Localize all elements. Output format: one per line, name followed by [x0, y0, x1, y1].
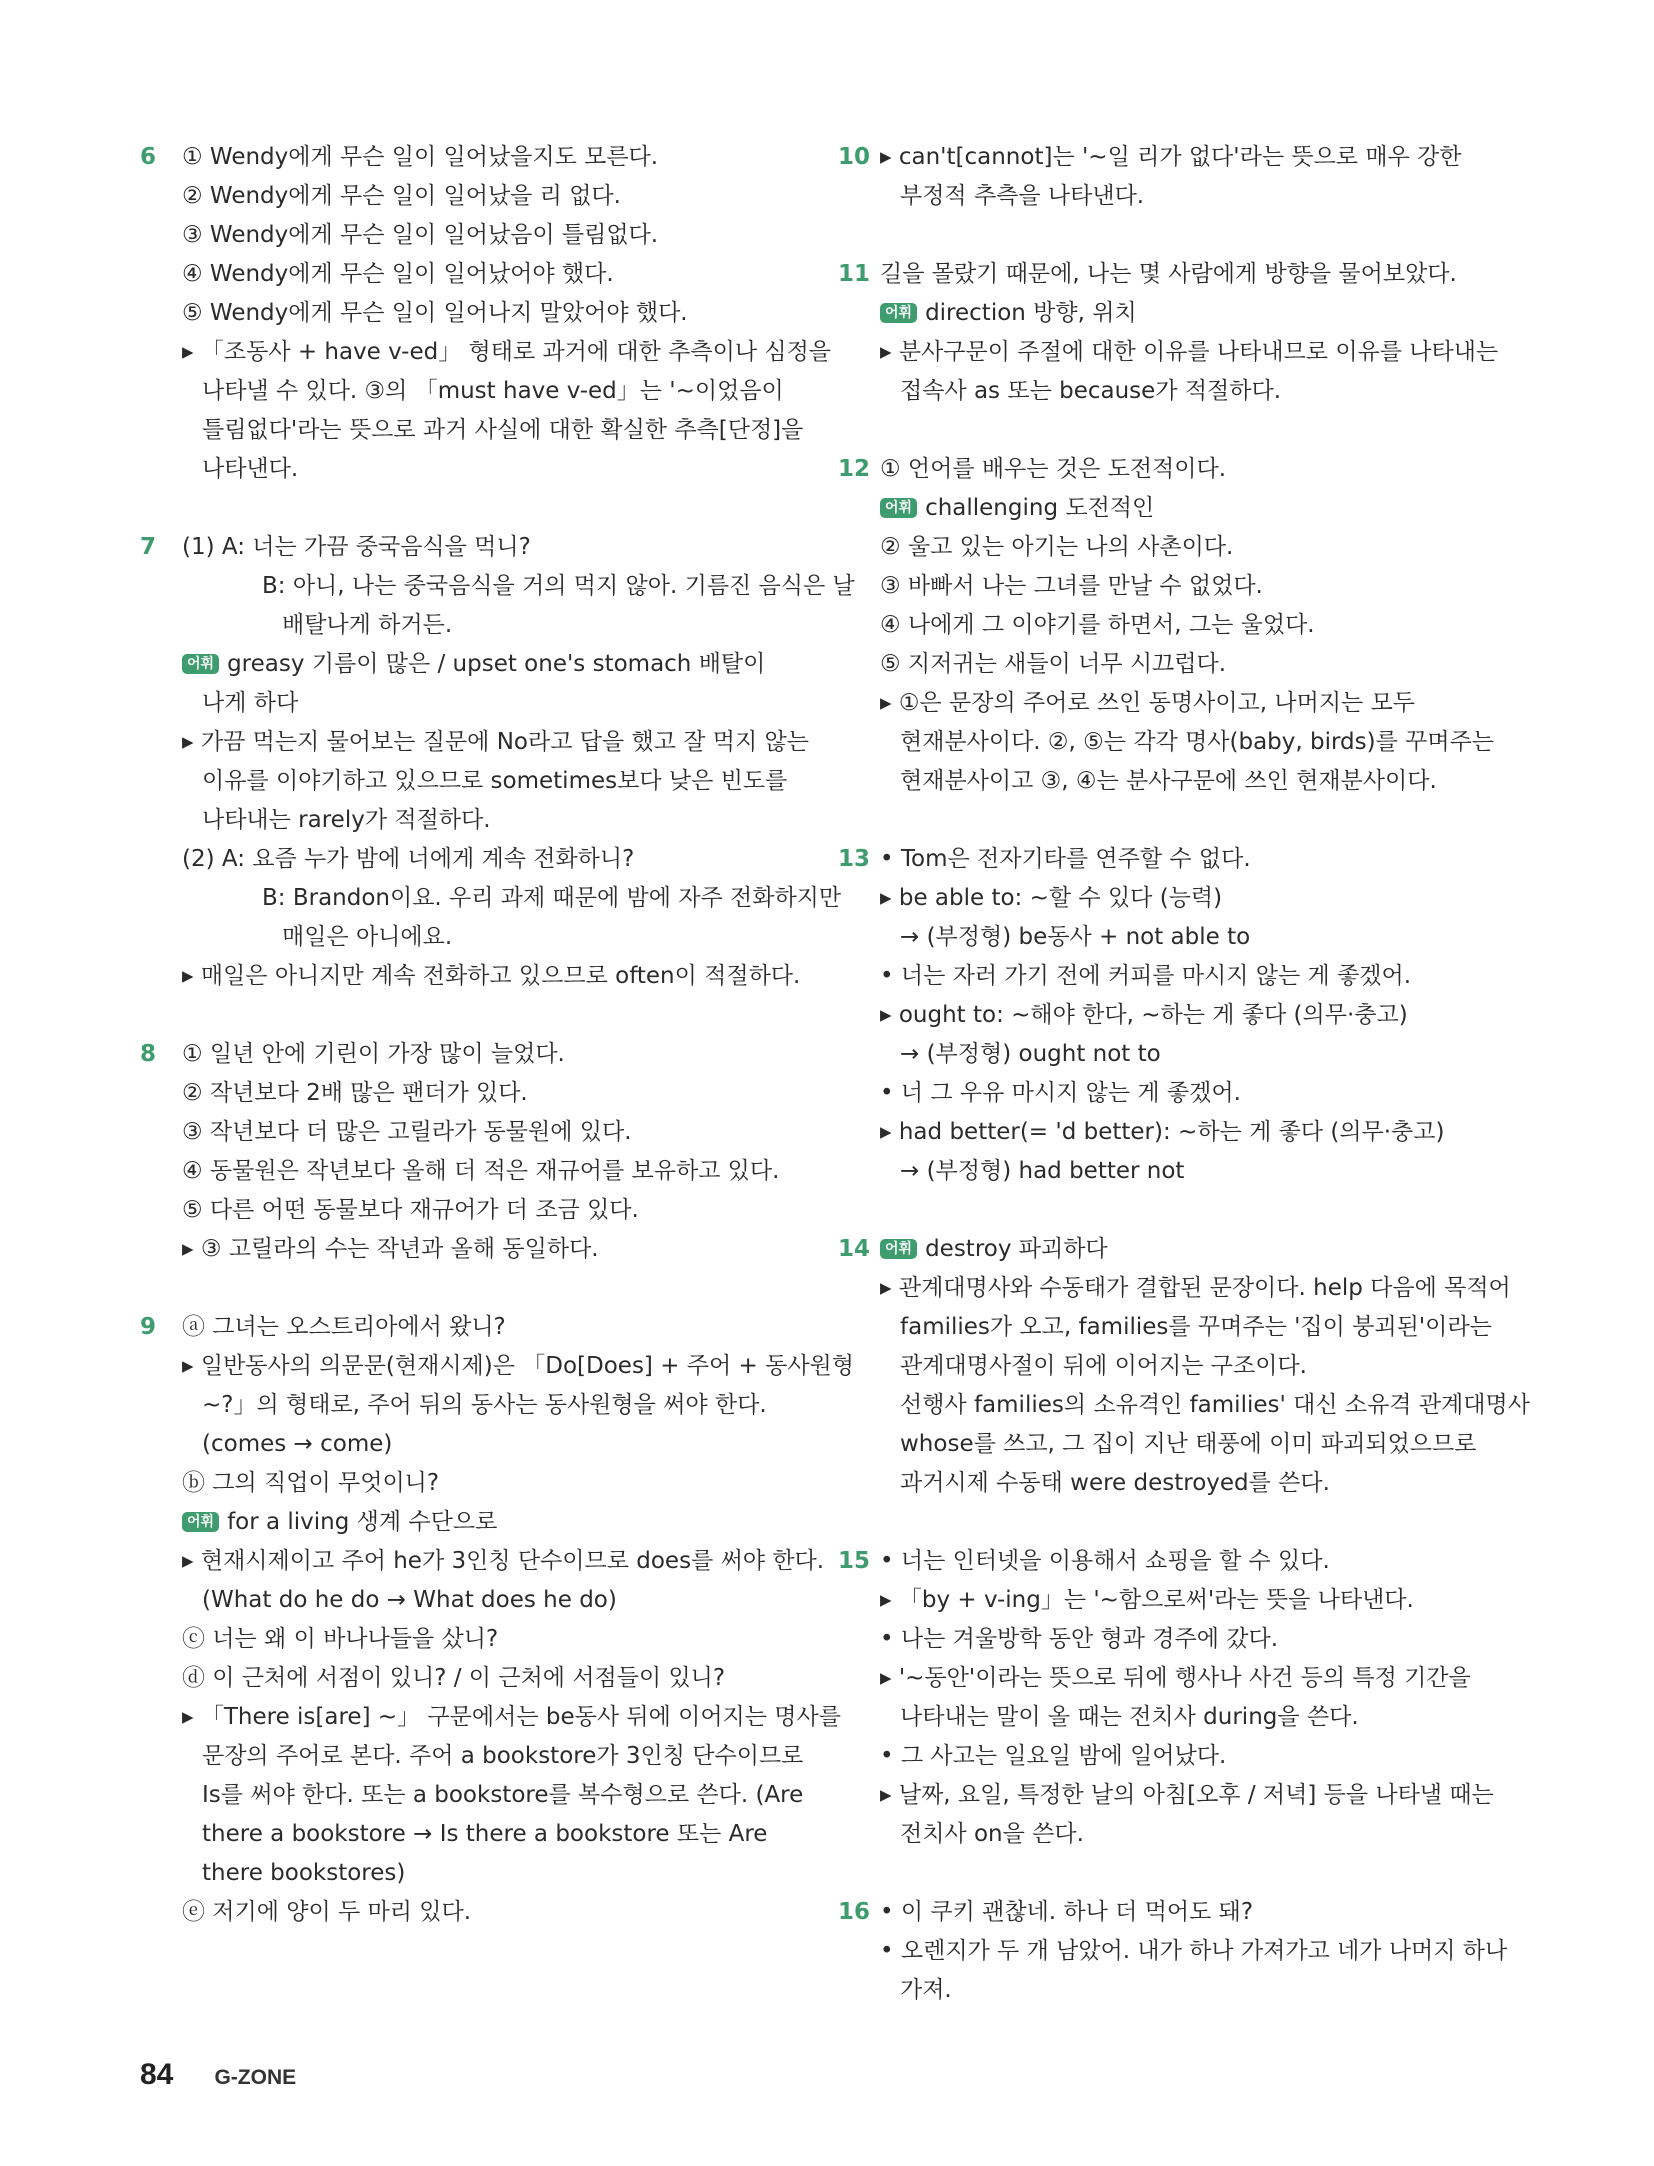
- answer-line: [182, 1854, 780, 1893]
- answer-text: ② 작년보다 2배 많은 팬더가 있다.: [182, 1080, 528, 1106]
- answer-text: 나타내는 rarely가 적절하다.: [202, 807, 491, 833]
- answer-text: 나타낼 수 있다. ③의 「must have v-ed」는 '~이었음이: [202, 378, 784, 404]
- answer-item: [838, 840, 1478, 1191]
- answer-text: • 오렌지가 두 개 남았어. 내가 하나 가져가고 네가 나머지 하나: [880, 1938, 1508, 1964]
- answer-text: ④ 동물원은 작년보다 올해 더 적은 재규어를 보유하고 있다.: [182, 1158, 780, 1184]
- answer-line: [880, 723, 1495, 762]
- answer-text: ⓑ 그의 직업이 무엇이니?: [182, 1470, 440, 1496]
- answer-line: [880, 1776, 1494, 1815]
- answer-line: [182, 723, 809, 762]
- vocab-badge: 어휘: [182, 1512, 219, 1532]
- answer-text: ④ Wendy에게 무슨 일이 일어났어야 했다.: [182, 261, 614, 287]
- answer-line: [880, 1581, 1478, 1620]
- answer-line: [880, 1542, 1478, 1581]
- answer-line: [182, 1581, 780, 1620]
- answer-line: [880, 1230, 1478, 1269]
- answer-line: [182, 1659, 780, 1698]
- answer-text: → (부정형) had better not: [900, 1158, 1185, 1184]
- answer-text: ▸ 가끔 먹는지 물어보는 질문에 No라고 답을 했고 잘 먹지 않는: [182, 729, 809, 755]
- answer-text: (What do he do → What does he do): [202, 1587, 617, 1613]
- answer-line: [182, 1035, 780, 1074]
- question-number: 15: [838, 1548, 871, 1574]
- answer-line: [182, 918, 780, 957]
- answer-text: ⑤ Wendy에게 무슨 일이 일어나지 말았어야 했다.: [182, 300, 688, 326]
- answer-line: [880, 1815, 1478, 1854]
- answer-item: [838, 1542, 1494, 1854]
- page-footer: [140, 2058, 296, 2092]
- brand-label: G-ZONE: [214, 2066, 297, 2089]
- answer-text: ▸ ①은 문장의 주어로 쓰인 동명사이고, 나머지는 모두: [880, 690, 1416, 716]
- answer-text: (comes → come): [202, 1431, 393, 1457]
- answer-text: ▸ can't[cannot]는 '~일 리가 없다'라는 뜻으로 매우 강한: [880, 144, 1462, 170]
- answer-line: [880, 1971, 1478, 2010]
- answer-item: [140, 1308, 854, 1932]
- answer-text: ① Wendy에게 무슨 일이 일어났을지도 모른다.: [182, 144, 659, 170]
- answer-line: [182, 138, 780, 177]
- answer-text: ⓓ 이 근처에 서점이 있니? / 이 근처에 서점들이 있니?: [182, 1665, 726, 1691]
- answer-text: 전치사 on을 쓴다.: [900, 1821, 1084, 1847]
- answer-line: [182, 1308, 780, 1347]
- answer-text: ▸ 「There is[are] ~」 구문에서는 be동사 뒤에 이어지는 명사를: [182, 1704, 841, 1730]
- answer-line: [880, 1308, 1492, 1347]
- answer-line: [182, 567, 855, 606]
- answer-line: [880, 996, 1478, 1035]
- answer-text: Is를 써야 한다. 또는 a bookstore를 복수형으로 쓴다. (Are: [202, 1782, 804, 1808]
- answer-line: [182, 255, 780, 294]
- answer-text: ⓐ 그녀는 오스트리아에서 왔니?: [182, 1314, 506, 1340]
- answer-line: [182, 1737, 804, 1776]
- answer-line: [880, 684, 1478, 723]
- answer-text: challenging 도전적인: [925, 495, 1155, 521]
- answer-line: [880, 606, 1478, 645]
- answer-line: [182, 1620, 780, 1659]
- answer-text: ③ 바빠서 나는 그녀를 만날 수 없었다.: [880, 573, 1263, 599]
- answer-line: [880, 957, 1478, 996]
- page-number: 84: [140, 2058, 174, 2091]
- answer-text: ▸ 일반동사의 의문문(현재시제)은 「Do[Does] + 주어 + 동사원형: [182, 1353, 854, 1379]
- answer-line: [182, 801, 780, 840]
- answer-text: 배탈나게 하거든.: [282, 612, 453, 638]
- answer-text: • 너는 자러 가기 전에 커피를 마시지 않는 게 좋겠어.: [880, 963, 1412, 989]
- answer-text: there bookstores): [202, 1860, 406, 1886]
- answer-text: 현재분사이고 ③, ④는 분사구문에 쓰인 현재분사이다.: [900, 768, 1437, 794]
- answer-text: ▸ '~동안'이라는 뜻으로 뒤에 행사나 사건 등의 특정 기간을: [880, 1665, 1471, 1691]
- answer-text: • Tom은 전자기타를 연주할 수 없다.: [880, 846, 1251, 872]
- answer-line: [182, 1503, 780, 1542]
- answer-line: [880, 255, 1478, 294]
- answer-text: 현재분사이다. ②, ⑤는 각각 명사(baby, birds)를 꾸며주는: [900, 729, 1495, 755]
- answer-text: (2) A: 요즘 누가 밤에 너에게 계속 전화하니?: [182, 846, 635, 872]
- answer-text: 틀림없다'라는 뜻으로 과거 사실에 대한 확실한 추측[단정]을: [202, 417, 804, 443]
- answer-text: greasy 기름이 많은 / upset one's stomach 배탈이: [227, 651, 766, 677]
- answer-line: [880, 294, 1478, 333]
- answer-line: [182, 1074, 780, 1113]
- answer-line: [880, 1269, 1511, 1308]
- answer-text: ① 일년 안에 기린이 가장 많이 늘었다.: [182, 1041, 565, 1067]
- answer-line: [182, 333, 832, 372]
- answer-line: [880, 138, 1478, 177]
- answer-text: 문장의 주어로 본다. 주어 a bookstore가 3인칭 단수이므로: [202, 1743, 804, 1769]
- answer-line: [880, 840, 1478, 879]
- answer-line: [880, 528, 1478, 567]
- answer-line: [880, 1386, 1530, 1425]
- answer-text: • 그 사고는 일요일 밤에 일어났다.: [880, 1743, 1227, 1769]
- answer-text: ② 울고 있는 아기는 나의 사촌이다.: [880, 534, 1234, 560]
- answer-line: [880, 1932, 1508, 1971]
- answer-line: [880, 1659, 1478, 1698]
- answer-text: whose를 쓰고, 그 집이 지난 태풍에 이미 파괴되었으므로: [900, 1431, 1477, 1457]
- answer-line: [182, 528, 780, 567]
- answer-text: ④ 나에게 그 이야기를 하면서, 그는 울었다.: [880, 612, 1315, 638]
- answer-item: [140, 138, 832, 489]
- vocab-badge: 어휘: [182, 654, 219, 674]
- answer-line: [880, 1425, 1478, 1464]
- answer-item: [838, 255, 1499, 411]
- answer-line: [182, 294, 780, 333]
- answer-line: [182, 1698, 841, 1737]
- answer-item: [838, 138, 1478, 216]
- answer-item: [838, 450, 1495, 801]
- answer-line: [182, 1152, 780, 1191]
- answer-text: ▸ 「조동사 + have v-ed」 형태로 과거에 대한 추측이나 심정을: [182, 339, 832, 365]
- answer-text: there a bookstore → Is there a bookstore 또는 Are: [202, 1821, 768, 1847]
- question-number: 6: [140, 144, 157, 170]
- vocab-badge: 어휘: [880, 1239, 917, 1259]
- answer-line: [182, 957, 801, 996]
- answer-text: • 나는 겨울방학 동안 형과 경주에 갔다.: [880, 1626, 1279, 1652]
- answer-line: [880, 1737, 1478, 1776]
- answer-line: [182, 1191, 780, 1230]
- answer-text: • 너는 인터넷을 이용해서 쇼핑을 할 수 있다.: [880, 1548, 1330, 1574]
- answer-text: ② Wendy에게 무슨 일이 일어났을 리 없다.: [182, 183, 621, 209]
- answer-text: (1) A: 너는 가끔 중국음식을 먹니?: [182, 534, 531, 560]
- question-number: 13: [838, 846, 871, 872]
- vocab-badge: 어휘: [880, 303, 917, 323]
- answer-line: [182, 684, 780, 723]
- answer-text: 부정적 추측을 나타낸다.: [900, 183, 1145, 209]
- answer-text: destroy 파괴하다: [925, 1236, 1108, 1262]
- answer-text: ▸ had better(= 'd better): ~하는 게 좋다 (의무·충고): [880, 1119, 1445, 1145]
- answer-text: 가져.: [900, 1977, 952, 2003]
- answer-text: 과거시제 수동태 were destroyed를 쓴다.: [900, 1470, 1330, 1496]
- answer-line: [880, 489, 1478, 528]
- answer-line: [182, 1230, 780, 1269]
- answer-text: ③ 작년보다 더 많은 고릴라가 동물원에 있다.: [182, 1119, 632, 1145]
- vocab-badge: 어휘: [880, 498, 917, 518]
- answer-text: 접속사 as 또는 because가 적절하다.: [900, 378, 1282, 404]
- answer-text: ⑤ 다른 어떤 동물보다 재규어가 더 조금 있다.: [182, 1197, 639, 1223]
- answer-line: [880, 1113, 1478, 1152]
- answer-line: [182, 762, 788, 801]
- answer-line: [182, 1815, 780, 1854]
- answer-line: [880, 1347, 1478, 1386]
- answer-text: direction 방향, 위치: [925, 300, 1137, 326]
- answer-line: [182, 1893, 780, 1932]
- answer-text: 선행사 families의 소유격인 families' 대신 소유격 관계대명사: [900, 1392, 1530, 1418]
- answer-line: [182, 1347, 854, 1386]
- answer-text: 이유를 이야기하고 있으므로 sometimes보다 낮은 빈도를: [202, 768, 788, 794]
- answer-text: • 너 그 우유 마시지 않는 게 좋겠어.: [880, 1080, 1241, 1106]
- question-number: 16: [838, 1899, 871, 1925]
- answer-text: ⑤ 지저귀는 새들이 너무 시끄럽다.: [880, 651, 1227, 677]
- question-number: 12: [838, 456, 871, 482]
- answer-line: [880, 1698, 1478, 1737]
- answer-text: B: 아니, 나는 중국음식을 거의 먹지 않아. 기름진 음식은 날: [262, 573, 855, 599]
- question-number: 7: [140, 534, 157, 560]
- answer-text: → (부정형) be동사 + not able to: [900, 924, 1251, 950]
- answer-line: [182, 645, 780, 684]
- answer-line: [880, 645, 1478, 684]
- answer-text: ① 언어를 배우는 것은 도전적이다.: [880, 456, 1227, 482]
- question-number: 14: [838, 1236, 871, 1262]
- answer-line: [880, 1893, 1478, 1932]
- question-number: 8: [140, 1041, 157, 1067]
- answer-text: ▸ 관계대명사와 수동태가 결합된 문장이다. help 다음에 목적어: [880, 1275, 1511, 1301]
- answer-text: families가 오고, families를 꾸며주는 '집이 붕괴된'이라는: [900, 1314, 1492, 1340]
- right-column: [838, 138, 1530, 2049]
- answer-text: ▸ be able to: ~할 수 있다 (능력): [880, 885, 1223, 911]
- question-number: 11: [838, 261, 871, 287]
- answer-item: [838, 1230, 1530, 1503]
- answer-line: [182, 1464, 780, 1503]
- answer-item: [140, 1035, 780, 1269]
- answer-line: [182, 450, 780, 489]
- answer-text: 나타내는 말이 올 때는 전치사 during을 쓴다.: [900, 1704, 1359, 1730]
- answer-line: [182, 372, 784, 411]
- answer-line: [880, 1620, 1478, 1659]
- answer-text: B: Brandon이요. 우리 과제 때문에 밤에 자주 전화하지만: [262, 885, 842, 911]
- answer-text: ③ Wendy에게 무슨 일이 일어났음이 틀림없다.: [182, 222, 659, 248]
- answer-line: [182, 840, 780, 879]
- answer-line: [182, 1542, 825, 1581]
- answer-text: for a living 생계 수단으로: [227, 1509, 498, 1535]
- answer-line: [182, 606, 780, 645]
- answer-line: [182, 216, 780, 255]
- answer-text: ▸ 매일은 아니지만 계속 전화하고 있으므로 often이 적절하다.: [182, 963, 801, 989]
- answer-line: [182, 177, 780, 216]
- question-number: 9: [140, 1314, 157, 1340]
- answer-line: [182, 1776, 804, 1815]
- answer-text: ▸ ③ 고릴라의 수는 작년과 올해 동일하다.: [182, 1236, 599, 1262]
- answer-line: [880, 177, 1478, 216]
- answer-line: [880, 333, 1499, 372]
- answer-text: ~?」의 형태로, 주어 뒤의 동사는 동사원형을 써야 한다.: [202, 1392, 767, 1418]
- answer-text: ⓒ 너는 왜 이 바나나들을 샀니?: [182, 1626, 499, 1652]
- answer-line: [880, 1152, 1478, 1191]
- answer-line: [182, 1425, 780, 1464]
- answer-text: 관계대명사절이 뒤에 이어지는 구조이다.: [900, 1353, 1307, 1379]
- answer-line: [880, 450, 1478, 489]
- answer-line: [880, 918, 1478, 957]
- answer-line: [880, 1035, 1478, 1074]
- answer-line: [880, 762, 1478, 801]
- question-number: 10: [838, 144, 871, 170]
- answer-line: [182, 411, 804, 450]
- answer-line: [880, 1074, 1478, 1113]
- answer-text: • 이 쿠키 괜찮네. 하나 더 먹어도 돼?: [880, 1899, 1254, 1925]
- answer-text: 매일은 아니에요.: [282, 924, 453, 950]
- answer-item: [838, 1893, 1508, 2010]
- answer-text: 나게 하다: [202, 690, 299, 716]
- answer-line: [880, 567, 1478, 606]
- answer-text: ▸ 분사구문이 주절에 대한 이유를 나타내므로 이유를 나타내는: [880, 339, 1499, 365]
- answer-line: [182, 879, 842, 918]
- answer-text: ▸ 「by + v-ing」는 '~함으로써'라는 뜻을 나타낸다.: [880, 1587, 1414, 1613]
- answer-line: [182, 1386, 780, 1425]
- answer-line: [182, 1113, 780, 1152]
- answer-text: 길을 몰랐기 때문에, 나는 몇 사람에게 방향을 물어보았다.: [880, 261, 1457, 287]
- answer-text: ▸ 날짜, 요일, 특정한 날의 아침[오후 / 저녁] 등을 나타낼 때는: [880, 1782, 1494, 1808]
- answer-line: [880, 1464, 1478, 1503]
- answer-text: ▸ ought to: ~해야 한다, ~하는 게 좋다 (의무·충고): [880, 1002, 1408, 1028]
- answer-text: ▸ 현재시제이고 주어 he가 3인칭 단수이므로 does를 써야 한다.: [182, 1548, 825, 1574]
- answer-line: [880, 879, 1478, 918]
- answer-text: → (부정형) ought not to: [900, 1041, 1161, 1067]
- answer-line: [880, 372, 1478, 411]
- answer-text: 나타낸다.: [202, 456, 299, 482]
- answer-text: ⓔ 저기에 양이 두 마리 있다.: [182, 1899, 472, 1925]
